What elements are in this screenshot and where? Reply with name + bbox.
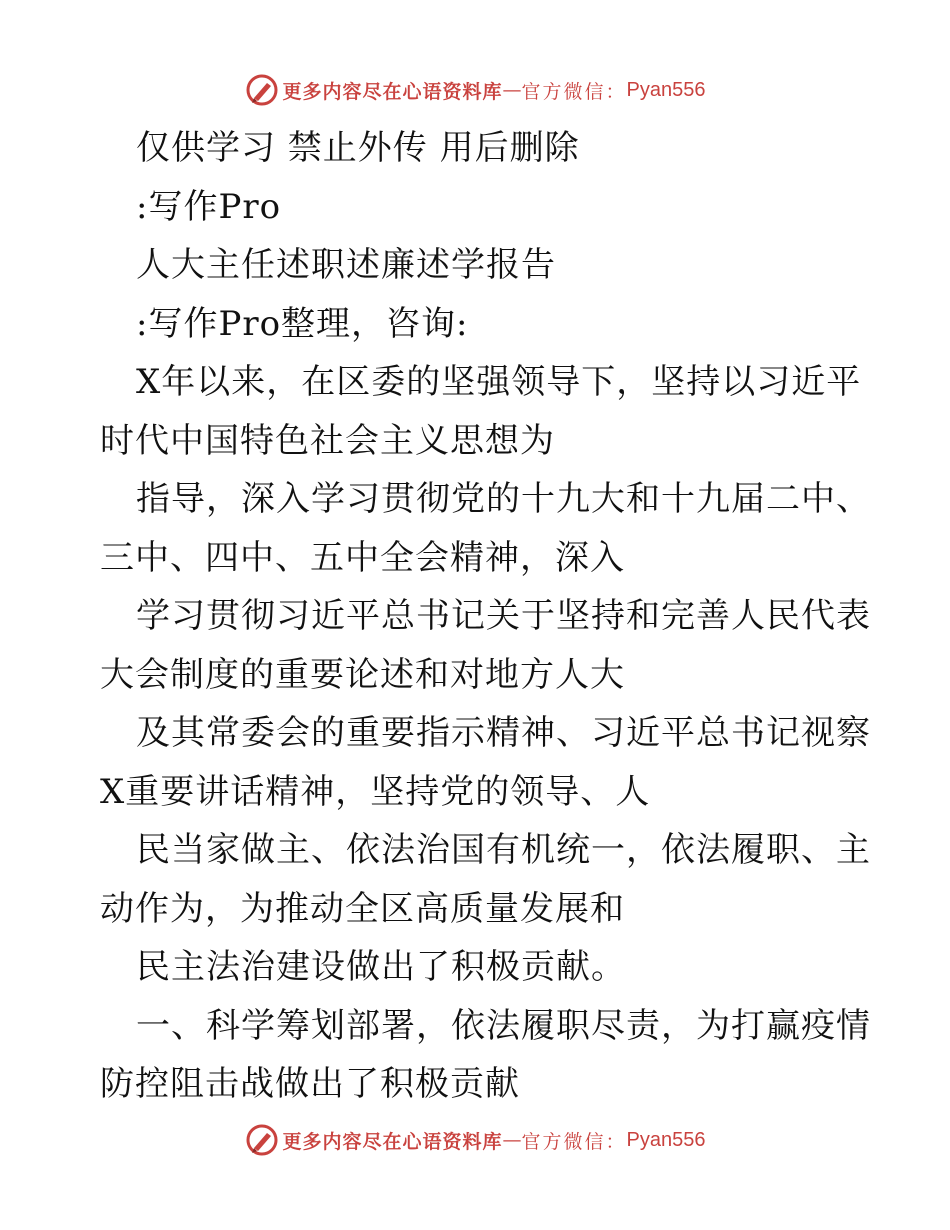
watermark-wechat-id: Pyan556 — [626, 78, 706, 101]
text-line: 大会制度的重要论述和对地方人大 — [100, 654, 625, 695]
text-line: 动作为，为推动全区高质量发展和 — [100, 888, 625, 929]
text-line: :写作Pro整理，咨询: — [136, 303, 469, 344]
document-body — [100, 119, 871, 1114]
text-line: :写作Pro — [136, 186, 282, 227]
watermark-brand: 更多内容尽在心语资料库 — [282, 1130, 503, 1153]
text-line: X年以来，在区委的坚强领导下，坚持以习近平 — [136, 362, 862, 402]
watermark-official: 官方微信： — [521, 1130, 627, 1153]
text-line: 一、科学筹划部署，依法履职尽责，为打赢疫情 — [136, 1005, 871, 1046]
watermark-separator: — — [502, 79, 522, 101]
watermark-header — [0, 70, 950, 110]
text-line: 民当家做主、依法治国有机统一，依法履职、主 — [136, 830, 871, 870]
pen-logo-icon — [245, 1123, 279, 1157]
watermark-brand: 更多内容尽在心语资料库 — [282, 80, 503, 103]
text-line: 指导，深入学习贯彻党的十九大和十九届二中、 — [136, 479, 871, 519]
text-line: 人大主任述职述廉述学报告 — [136, 245, 556, 285]
text-line: 民主法治建设做出了积极贡献。 — [136, 947, 626, 987]
text-line: 及其常委会的重要指示精神、习近平总书记视察 — [136, 713, 871, 753]
text-line: 时代中国特色社会主义思想为 — [100, 420, 555, 461]
watermark-separator: — — [502, 1129, 522, 1151]
pen-logo-icon — [245, 73, 279, 107]
watermark-wechat-id: Pyan556 — [626, 1128, 706, 1151]
text-line: 学习贯彻习近平总书记关于坚持和完善人民代表 — [136, 596, 871, 636]
text-line: 三中、四中、五中全会精神，深入 — [100, 537, 625, 578]
text-line: X重要讲话精神，坚持党的领导、人 — [100, 771, 651, 812]
text-line: 仅供学习 禁止外传 用后删除 — [136, 128, 580, 168]
watermark-footer — [0, 1120, 950, 1160]
text-line: 防控阻击战做出了积极贡献 — [100, 1064, 520, 1104]
watermark-official: 官方微信： — [521, 80, 627, 103]
